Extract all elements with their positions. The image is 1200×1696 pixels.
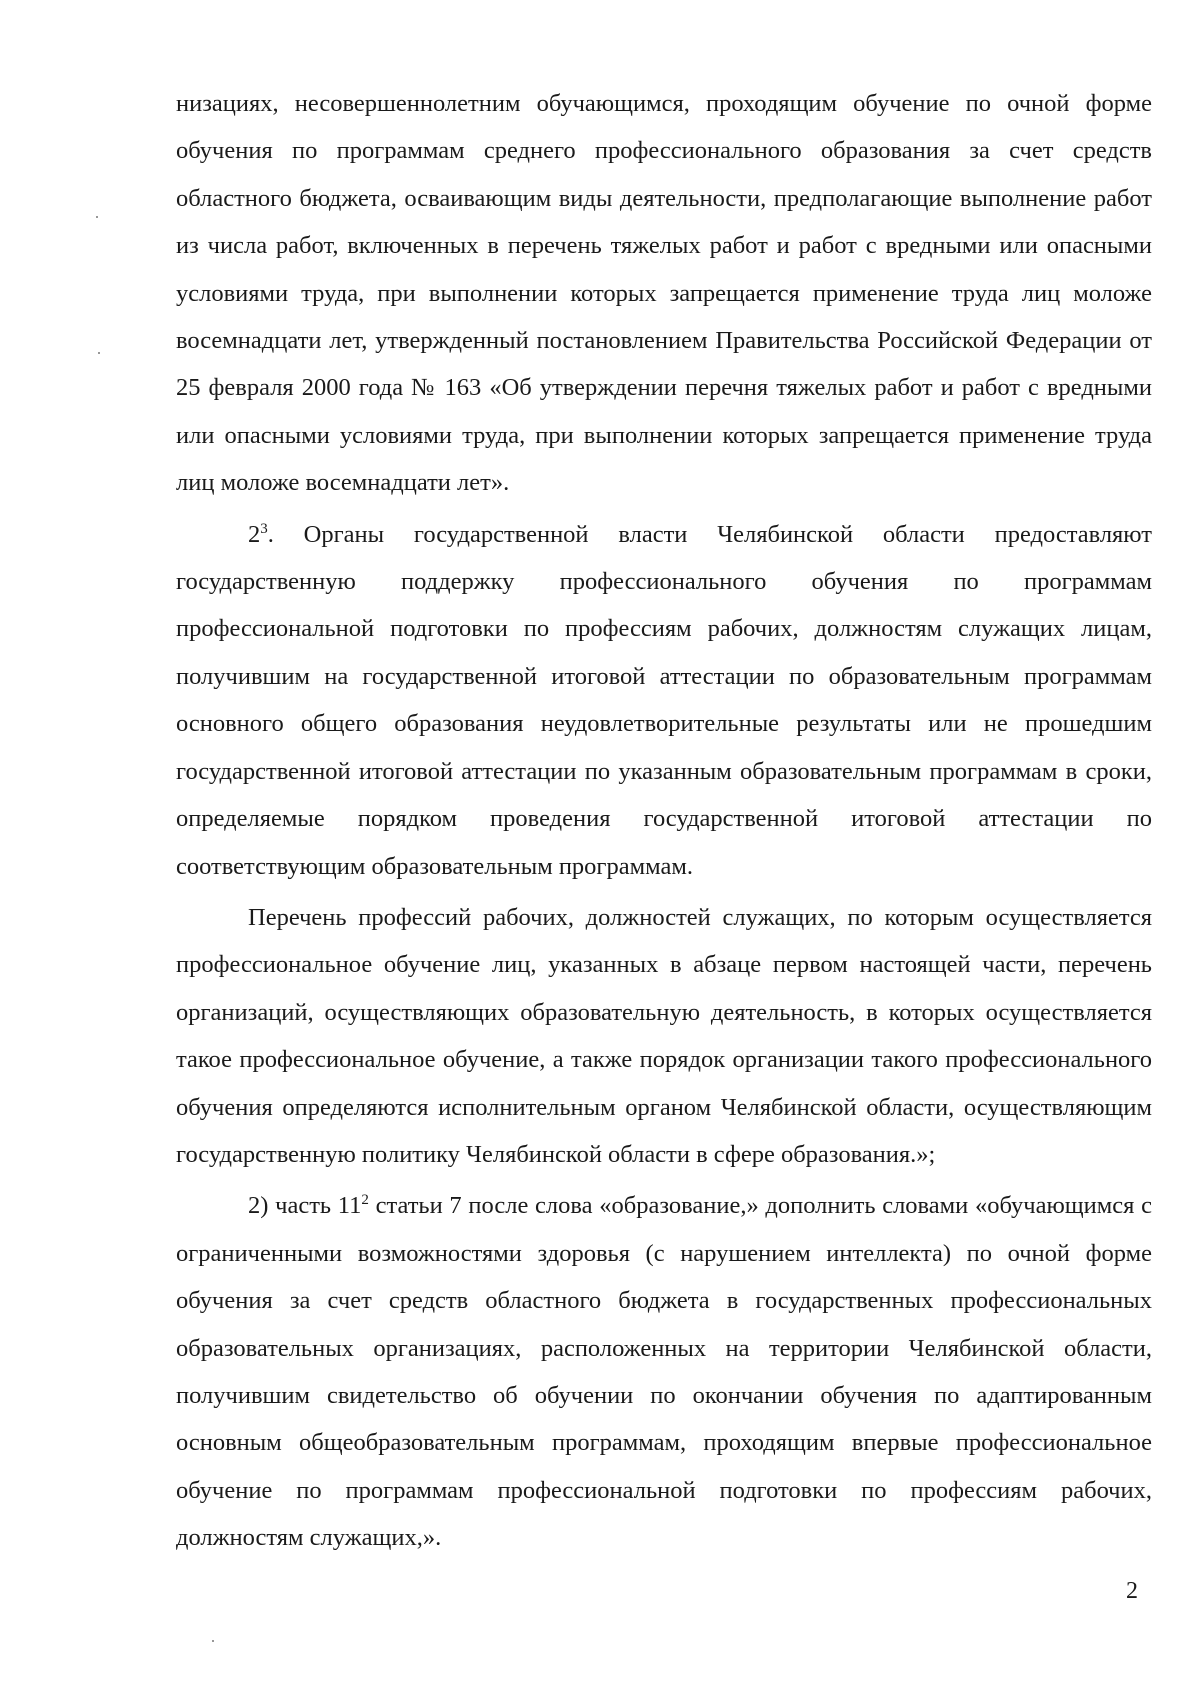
paragraph-continuation bbox=[176, 80, 1152, 507]
page-number: 2 bbox=[1126, 1578, 1138, 1604]
scan-speck bbox=[96, 216, 98, 218]
clause-number: 2 bbox=[248, 520, 261, 548]
scan-speck bbox=[98, 352, 100, 354]
part-number-superscript: 2 bbox=[361, 1192, 369, 1209]
scan-speck bbox=[212, 1640, 214, 1642]
paragraph-amendment-2 bbox=[176, 1182, 1152, 1561]
paragraph-text: статьи 7 после слова «образование,» дополнить словами «обучающимся с ограниченными возможностями здоровья (с нарушением интеллекта) по очной форме обучения за счет средств областного бюджета в государственных профессиональных образовательных организациях, расположенных на территории Челябинской области, получившим свидетельство об обучении по окончании обучения по адаптированным основным общеобразовательным программам, проходящим впервые профессиональное обучение по программам профессиональной подготовки по профессиям рабочих, должностям служащих,». bbox=[176, 1192, 1152, 1552]
paragraph-text: Перечень профессий рабочих, должностей служащих, по которым осуществляется профессиональное обучение лиц, указанных в абзаце первом настоящей части, перечень организаций, осуществляющих образовательную деятельность, в которых осуществляется такое профессиональное обучение, а также порядок организации такого профессионального обучения определяются исполнительным органом Челябинской области, осуществляющим государственную политику Челябинской области в сфере образования.»; bbox=[176, 903, 1152, 1168]
paragraph-professions-list bbox=[176, 894, 1152, 1178]
document-body bbox=[176, 80, 1152, 1566]
paragraph-text: низациях, несовершеннолетним обучающимся, проходящим обучение по очной форме обучения по программам среднего профессионального образования за счет средств областного бюджета, осваивающим виды деятельности, предполагающие выполнение работ из числа работ, включенных в перечень тяжелых работ и работ с вредными или опасными условиями труда, при выполнении которых запрещается применение труда лиц моложе восемнадцати лет, утвержденный постановлением Правительства Российской Федерации от 25 февраля 2000 года № 163 «Об утверждении перечня тяжелых работ и работ с вредными или опасными условиями труда, при выполнении которых запрещается применение труда лиц моложе восемнадцати лет». bbox=[176, 90, 1152, 497]
clause-number-superscript: 3 bbox=[260, 520, 268, 537]
paragraph-clause-2-3 bbox=[176, 511, 1152, 890]
paragraph-text: . Органы государственной власти Челябинской области предоставляют государственную поддержку профессионального обучения по программам профессиональной подготовки по профессиям рабочих, должностям служащих лицам, получившим на государственной итоговой аттестации по образовательным программам основного общего образования неудовлетворительные результаты или не прошедшим государственной итоговой аттестации по указанным образовательным программам в сроки, определяемые порядком проведения государственной итоговой аттестации по соответствующим образовательным программам. bbox=[176, 520, 1152, 880]
amendment-lead: 2) часть 11 bbox=[248, 1192, 362, 1220]
